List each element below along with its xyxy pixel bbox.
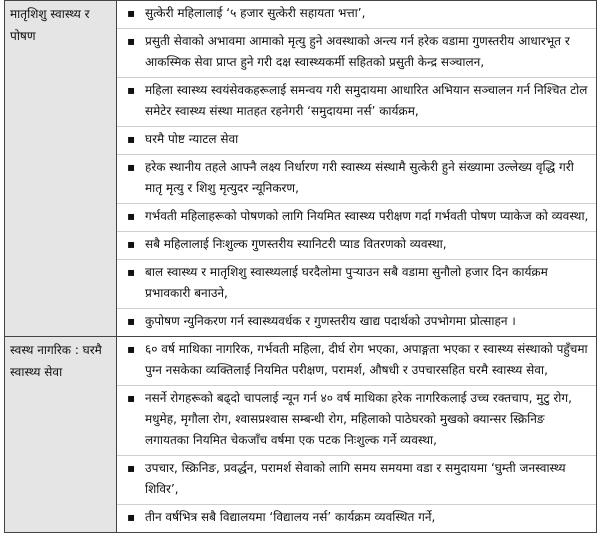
bullet-list: [117, 1, 596, 336]
policy-table-wrapper: [4, 0, 597, 533]
list-item: ▪ सबै महिलालाई निःशुल्क गुणस्तरीय स्यानिटरी प्याड वितरणको व्यवस्था,: [117, 232, 596, 260]
list-item: ▪ कुपोषण न्युनिकरण गर्न स्वास्थ्यवर्धक र गुणस्तरीय खाद्य पदार्थको उपभोगमा प्रोत्साहन ।: [117, 309, 596, 336]
policy-table: [4, 0, 597, 533]
bullet-list: [117, 337, 596, 532]
table-row: [5, 337, 597, 533]
table-row: [5, 1, 597, 337]
row-content-cell: [117, 337, 597, 533]
list-item: ▪ गर्भवती महिलाहरूको पोषणको लागि नियमित स्वास्थ्य परीक्षण गर्दा गर्भवती पोषण प्याकेज को व्यवस्था,: [117, 204, 596, 232]
list-item: ▪ नसर्ने रोगहरूको बढ्दो चापलाई न्यून गर्न ४० वर्ष माथिका हरेक नागरिकलाई उच्च रक्तचाप, मुटु रोग, मधुमेह, मृगौला रोग, श्वासप्रश्वास सम्बन्धी रोग, महिलाको पाठेघरको मुखको क्यान्सर स्क्रिनिङ लगायतका नियमित चेकजाँच वर्षमा एक पटक निःशुल्क गर्ने व्यवस्था,: [117, 386, 596, 456]
list-item: ▪ बाल स्वास्थ्य र मातृशिशु स्वास्थ्यलाई घरदैलोमा पुऱ्याउन सबै वडामा सुनौलो हजार दिन कार्यक्रम प्रभावकारी बनाउने,: [117, 260, 596, 309]
row-label: स्वस्थ नागरिक : घरमै स्वास्थ्य सेवा: [10, 343, 102, 379]
list-item: ▪ घरमै पोष्ट न्याटल सेवा: [117, 127, 596, 155]
list-item: ▪ महिला स्वास्थ्य स्वयंसेवकहरूलाई समन्वय गरी समुदायमा आधारित अभियान सञ्चालन गर्न निश्चित टोल समेटेर स्वास्थ्य संस्था मातहत रहनेगरी ‘समुदायमा नर्स’ कार्यक्रम,: [117, 78, 596, 127]
list-item: ▪ सुत्केरी महिलालाई ‘५ हजार सुत्केरी सहायता भत्ता’,: [117, 1, 596, 29]
row-label: मातृशिशु स्वास्थ्य र पोषण: [10, 7, 90, 43]
row-label-cell: [5, 1, 117, 337]
row-content-cell: [117, 1, 597, 337]
list-item: ▪ हरेक स्थानीय तहले आफ्नै लक्ष्य निर्धारण गरी स्वास्थ्य संस्थामै सुत्केरी हुने संख्यामा उल्लेख्य वृद्धि गरी मातृ मृत्यु र शिशु मृत्युदर न्यूनिकरण,: [117, 155, 596, 204]
list-item: ▪ प्रसुती सेवाको अभावमा आमाको मृत्यु हुने अवस्थाको अन्त्य गर्न हरेक वडामा गुणस्तरीय आधारभूत र आकस्मिक सेवा प्राप्त हुने गरी दक्ष स्वास्थ्यकर्मी सहितको प्रसुती केन्द्र सञ्चालन,: [117, 29, 596, 78]
row-label-cell: [5, 337, 117, 533]
list-item: ▪ तीन वर्षभित्र सबै विद्यालयमा ‘विद्यालय नर्स’ कार्यक्रम व्यवस्थित गर्ने,: [117, 505, 596, 532]
list-item: ▪ ६० वर्ष माथिका नागरिक, गर्भवती महिला, दीर्घ रोग भएका, अपाङ्गता भएका र स्वास्थ्य संस्थाको पहुँचमा पुग्न नसकेका व्यक्तिलाई नियमित परीक्षण, परामर्श, औषधी र उपचारसहित घरमै स्वास्थ्य सेवा,: [117, 337, 596, 386]
list-item: ▪ उपचार, स्क्रिनिङ, प्रवर्द्धन, परामर्श सेवाको लागि समय समयमा वडा र समुदायमा ‘घुम्ती जनस्वास्थ्य शिविर’,: [117, 456, 596, 505]
